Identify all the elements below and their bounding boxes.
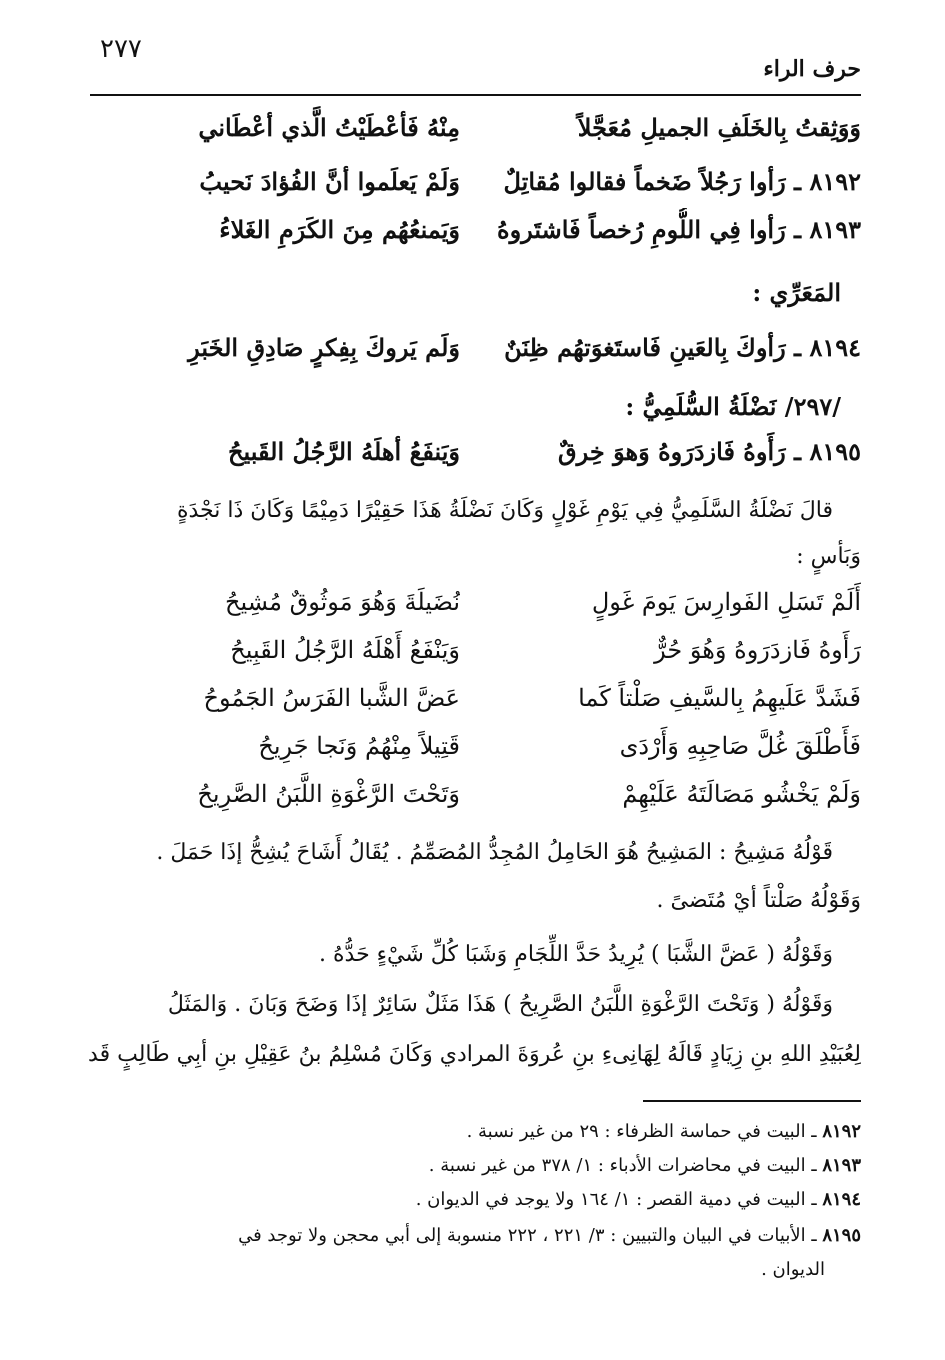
prose-line: قَوْلُهُ مَشِيحُ : المَشِيحُ هُوَ الحَامِلُ المُجِدُّ المُصَمِّمُ . يُقَالُ أَشَاحَ يُشِحُّ إذَا حَمَلَ .	[156, 840, 833, 865]
footnote-number: ٨١٩٣	[822, 1155, 861, 1176]
second-hemistich: وَلَمْ يَعلَموا أنَّ الفُؤادَ نَحيبُ	[199, 167, 460, 196]
poem-verse	[100, 580, 861, 624]
first-hemistich: فَشَدَّ عَلَيهِمُ بِالسَّيفِ صَلْتاً كَما	[578, 684, 861, 712]
poet-heading: /٢٩٧/ نَضْلَةُ السُّلَمِيُّ :	[625, 392, 841, 421]
prose-line: وَقَوْلُهُ ( عَضَّ الشَّبَا ) يُرِيدُ حَدَّ اللِّجَامِ وَشَبَا كُلِّ شَيْءٍ حَدُّهُ .	[319, 942, 833, 967]
first-hemistich: ٨١٩٤ ـ رَأوكَ بِالعَينِ فَاستَغوَتهُم ظِنَنٌ	[504, 333, 861, 362]
first-hemistich: وَلَمْ يَخْشُو مَصَالَتَهُ عَلَيْهِمْ	[622, 780, 861, 808]
footnote-number: ٨١٩٢	[822, 1121, 861, 1142]
first-hemistich: فَأَطْلَقَ غُلَّ صَاحِبِهِ وَأَرْدَى	[619, 732, 861, 760]
second-hemistich: وَيَنفَعُ أهلَهُ الرَّجُلُ القَبيحُ	[228, 437, 460, 466]
footnote-continuation	[80, 1254, 825, 1286]
first-hemistich: أَلَمْ تَسَلِ الفَوارِسَ يَومَ غَولٍ	[591, 588, 861, 616]
poem-verse	[100, 772, 861, 816]
second-hemistich: عَضَّ الشَّبا الفَرَسُ الجَمُوحُ	[203, 684, 460, 712]
poem-verse	[100, 724, 861, 768]
prose-line: وَقَوْلُهُ ( وَتَحْتَ الرَّغْوَةِ اللَّبَنُ الصَّرِيحُ ) هَذَا مَثَلٌ سَائِرٌ إذَا وَضَحَ وَبَانَ . وَالمَثَلُ	[167, 992, 833, 1017]
second-hemistich: نُضَيلَةَ وَهُوَ مَوثُوقٌ مُشِيحُ	[224, 588, 460, 616]
footnote-text: ـ البيت في حماسة الظرفاء : ٢٩ من غير نسبة .	[466, 1121, 817, 1142]
prose-line: وَقَوْلُهُ صَلْتاً أيْ مُتَضىً .	[656, 888, 861, 913]
first-hemistich: وَوَثِقتُ بِالخَلَفِ الجميلِ مُعَجَّلاً	[577, 113, 861, 142]
poem-verse	[100, 628, 861, 672]
second-hemistich: وَتَحْتَ الرَّغْوَةِ اللَّبَنُ الصَّرِيحُ	[197, 780, 460, 808]
footnote	[80, 1150, 861, 1182]
footnote	[80, 1184, 861, 1216]
page-header	[90, 34, 861, 92]
verse-line	[100, 106, 861, 150]
first-hemistich: ٨١٩٣ ـ رَأوا فِي اللُّومِ رُخصاً فَاشتَروهُ	[497, 215, 861, 244]
footnote	[80, 1116, 861, 1148]
page-number: ٢٧٧	[100, 34, 142, 64]
footnote-text: ـ البيت في دمية القصر : ١/ ١٦٤ ولا يوجد في الديوان .	[415, 1189, 817, 1210]
footnote-text: ـ الأبيات في البيان والتبيين : ٣/ ٢٢١ ، ٢٢٢ منسوبة إلى أبي محجن ولا توجد في	[238, 1225, 817, 1246]
prose-line: وَبَأسٍ :	[796, 544, 861, 569]
verse-8194	[100, 326, 861, 370]
verse-8192	[100, 160, 861, 204]
header-rule	[90, 94, 861, 96]
poem-verse	[100, 676, 861, 720]
footnote-number: ٨١٩٥	[822, 1225, 861, 1246]
footnote-number: ٨١٩٤	[822, 1189, 861, 1210]
section-title: حرف الراء	[763, 56, 861, 82]
verse-8195	[100, 430, 861, 474]
poet-heading: المَعَرِّي :	[752, 278, 841, 307]
second-hemistich: وَيَنْفَعُ أَهْلَهُ الرَّجُلُ القَبِيحُ	[230, 636, 460, 664]
first-hemistich: رَأَوهُ فَازدَرَوهُ وَهُوَ حُرٌّ	[654, 636, 861, 664]
footnote-text: ـ البيت في محاضرات الأدباء : ١/ ٣٧٨ من غير نسبة .	[428, 1155, 817, 1176]
prose-line: قالَ نَضْلَةُ السَّلَمِيُّ فِي يَوْمِ غَوْلٍ وَكَانَ نَضْلَةُ هَذَا حَقِيْرًا دَمِيْمًا وَكَانَ ذَا نَجْدَةٍ	[176, 498, 833, 523]
first-hemistich: ٨١٩٢ ـ رَأوا رَجُلاً ضَخماً فقالوا مُقاتِلٌ	[503, 167, 861, 196]
footnote-rule	[643, 1100, 861, 1102]
prose-line: لِعُبَيْدِ اللهِ بنِ زِيَادٍ قَالَهُ لِهَانِىءِ بنِ عُروَةَ المرادي وَكَانَ مُسْلِمُ بنُ عَقِيْلِ بنِ أبِي طَالِبٍ قَد	[88, 1042, 861, 1067]
second-hemistich: وَلَم يَروكَ بِفِكرٍ صَادِقِ الخَبَرِ	[188, 333, 460, 362]
footnote	[80, 1220, 861, 1252]
second-hemistich: مِنْهُ فَأعْطَيْتُ الَّذي أعْطَاني	[198, 113, 460, 142]
second-hemistich: قَتِيلاً مِنْهُمُ وَنَجا جَرِيحُ	[258, 732, 460, 760]
first-hemistich: ٨١٩٥ ـ رَأَوهُ فَازدَرَوهُ وَهوَ خِرقٌ	[558, 437, 861, 466]
footnote-text: الديوان .	[761, 1259, 825, 1280]
verse-8193	[100, 208, 861, 252]
second-hemistich: وَيَمنعُهُم مِنَ الكَرَمِ الغَلاءُ	[219, 215, 460, 244]
